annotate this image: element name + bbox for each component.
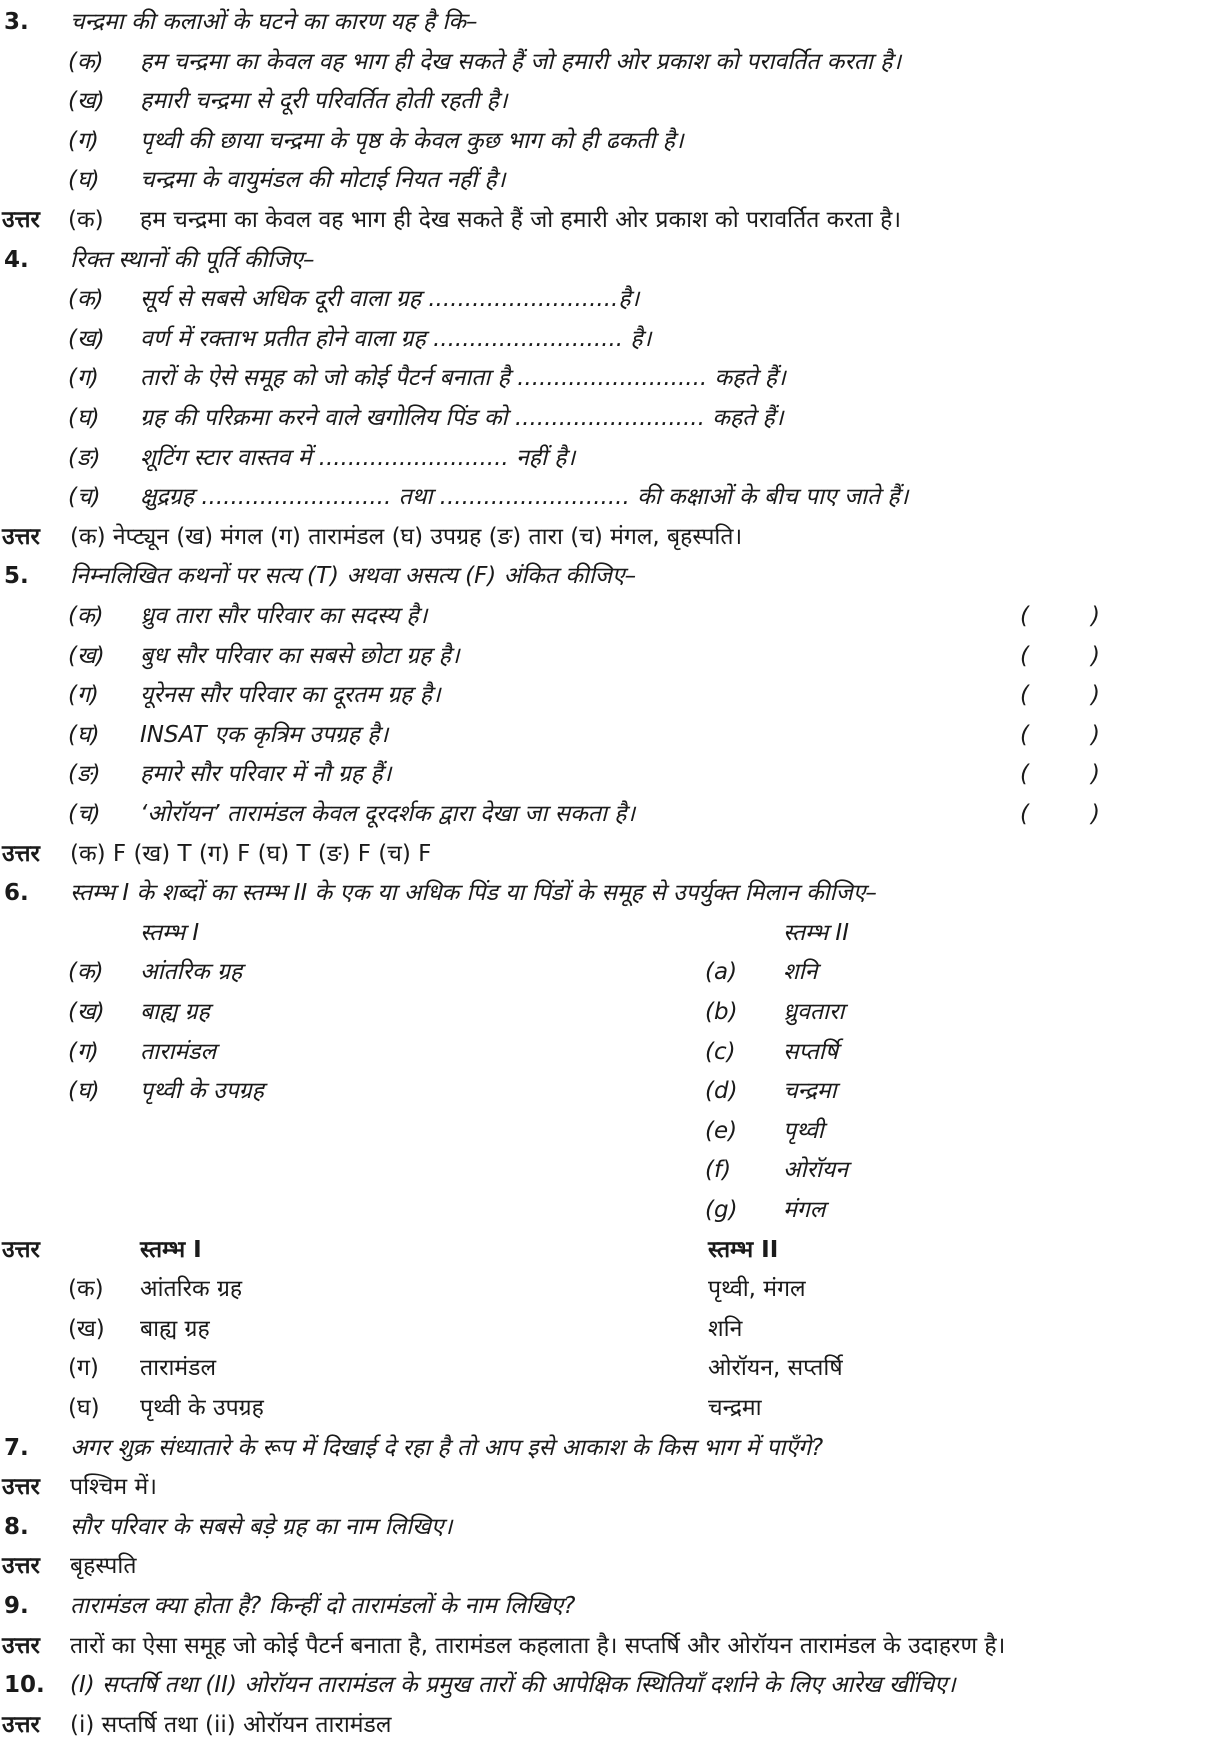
answer-line [0,1546,1213,1586]
true-false-blank [1020,754,1100,794]
list-item [0,913,1213,953]
item-label: (घ) [68,167,100,194]
column2-answer: स्तम्भ II [708,1236,779,1263]
column2-label: (g) [705,1197,738,1223]
question-line [0,1586,1213,1626]
list-item [0,754,1213,794]
item-label: (घ) [68,1078,100,1105]
item-number: 5. [4,563,29,590]
item-label: (ख) [68,88,105,115]
item-text: स्तम्भ I [140,1236,202,1263]
item-text: सौर परिवार के सबसे बड़े ग्रह का नाम लिखिए। [70,1513,453,1540]
item-text: (I) सप्तर्षि तथा (II) ओरॉयन तारामंडल के प्रमुख तारों की आपेक्षिक स्थितियाँ दर्शाने के लिए आरेख खींचिए। [70,1672,956,1699]
paren-open: ( [1020,801,1029,827]
item-label: (ख) [68,325,105,352]
item-text: बाह्य ग्रह [140,1315,210,1342]
question-line [0,240,1213,280]
question-line [0,1428,1213,1468]
item-label: (क) [68,959,104,986]
column2-text: पृथ्वी [783,1117,824,1144]
item-label: (क) [68,1276,104,1303]
item-text: तारामंडल क्या होता है? किन्हीं दो तारामंडलों के नाम लिखिए? [70,1593,576,1619]
item-number: उत्तर [2,1711,40,1738]
column2-answer: पृथ्वी, मंगल [708,1276,806,1303]
list-item [0,636,1213,676]
column2-label: (b) [705,999,738,1025]
item-text: क्षुद्रग्रह .......................... तथा .......................... की कक्षाओं के बीच पाए जाते हैं। [140,484,909,511]
item-number: 6. [4,880,29,907]
list-item [0,1388,1213,1428]
item-text: (i) सप्तर्षि तथा (ii) ओरॉयन तारामंडल [70,1711,392,1738]
list-item [0,1309,1213,1349]
column2-label: (e) [705,1117,738,1144]
item-number: 7. [4,1434,29,1461]
paren-close: ) [1091,642,1100,669]
answer-line [0,834,1213,874]
column2-text: मंगल [783,1197,826,1223]
item-number: 4. [4,246,29,273]
true-false-blank [1020,715,1100,755]
item-text: स्तम्भ I के शब्दों का स्तम्भ II के एक या अधिक पिंड या पिंडों के समूह से उपर्युक्त मिलान कीजिए– [70,880,877,907]
list-item [0,1111,1213,1151]
item-text: यूरेनस सौर परिवार का दूरतम ग्रह है। [140,682,441,709]
paren-open: ( [1020,603,1029,629]
item-text: पृथ्वी के उपग्रह [140,1395,264,1421]
paren-close: ) [1091,801,1100,827]
item-text: बृहस्पति [70,1553,137,1580]
list-item [0,952,1213,992]
list-item [0,1032,1213,1072]
item-label: (च) [68,801,101,827]
list-item [0,1269,1213,1309]
list-item [0,992,1213,1032]
column2-label: (f) [705,1157,732,1184]
item-number: उत्तर [2,840,40,867]
answer-line [0,1230,1213,1270]
question-line [0,1665,1213,1705]
column2-answer: चन्द्रमा [708,1395,762,1421]
item-label: (ग) [68,365,99,392]
item-label: (च) [68,484,101,511]
item-label: (क) [68,207,104,233]
item-text: तारामंडल [140,1355,217,1382]
answer-line [0,1467,1213,1507]
list-item [0,438,1213,478]
item-text: INSAT एक कृत्रिम उपग्रह है। [140,721,389,748]
true-false-blank [1020,636,1100,676]
item-text: सूर्य से सबसे अधिक दूरी वाला ग्रह ..........................है। [140,286,640,313]
item-number: 3. [4,9,29,35]
item-text: आंतरिक ग्रह [140,1276,243,1303]
item-number: उत्तर [2,523,40,550]
item-label: (ख) [68,1315,105,1342]
list-item [0,1190,1213,1230]
question-line [0,2,1213,42]
item-text: चन्द्रमा की कलाओं के घटने का कारण यह है कि– [70,9,478,35]
paren-close: ) [1091,603,1100,629]
item-text: ध्रुव तारा सौर परिवार का सदस्य है। [140,603,428,629]
answer-line [0,1626,1213,1666]
column2-text: शनि [783,959,818,986]
column2-text: स्तम्भ II [783,919,850,946]
item-label: (ग) [68,1038,99,1065]
question-line [0,1507,1213,1547]
answer-line [0,517,1213,557]
item-label: (ग) [68,127,99,154]
item-text: स्तम्भ I [140,919,200,946]
item-text: वर्ण में रक्ताभ प्रतीत होने वाला ग्रह .......................... है। [140,325,652,352]
answer-line [0,1705,1213,1745]
list-item [0,1150,1213,1190]
item-text: पृथ्वी के उपग्रह [140,1078,264,1105]
list-item [0,81,1213,121]
column2-label: (a) [705,959,738,986]
list-item [0,1348,1213,1388]
item-text: हमारे सौर परिवार में नौ ग्रह हैं। [140,761,392,788]
item-number: उत्तर [2,1236,40,1263]
item-text: रिक्त स्थानों की पूर्ति कीजिए– [70,246,315,273]
column2-answer: शनि [708,1315,743,1342]
item-text: तारों के ऐसे समूह को जो कोई पैटर्न बनाता है .......................... कहते हैं। [140,365,786,392]
item-text: आंतरिक ग्रह [140,959,243,986]
item-number: उत्तर [2,1474,40,1501]
list-item [0,675,1213,715]
item-number: उत्तर [2,207,40,233]
item-text: हम चन्द्रमा का केवल वह भाग ही देख सकते हैं जो हमारी ओर प्रकाश को परावर्तित करता है। [140,207,902,233]
item-text: बाह्य ग्रह [140,999,210,1025]
item-text: अगर शुक्र संध्यातारे के रूप में दिखाई दे रहा है तो आप इसे आकाश के किस भाग में पाएँगे? [70,1434,824,1461]
list-item [0,398,1213,438]
item-text: हमारी चन्द्रमा से दूरी परिवर्तित होती रहती है। [140,88,508,115]
list-item [0,794,1213,834]
column2-label: (c) [705,1038,736,1065]
item-label: (क) [68,48,104,75]
item-number: 9. [4,1593,29,1619]
item-number: 10. [4,1672,45,1699]
item-label: (क) [68,603,104,629]
item-label: (घ) [68,405,100,431]
item-label: (क) [68,286,104,313]
item-number: 8. [4,1513,29,1540]
question-line [0,873,1213,913]
item-label: (ख) [68,642,105,669]
item-label: (घ) [68,721,100,748]
item-label: (ग) [68,1355,99,1382]
item-text: ‘ओरॉयन’ तारामंडल केवल दूरदर्शक द्वारा देखा जा सकता है। [140,801,636,827]
list-item [0,42,1213,82]
paren-open: ( [1020,721,1029,748]
true-false-blank [1020,596,1100,636]
item-text: पृथ्वी की छाया चन्द्रमा के पृष्ठ के केवल कुछ भाग को ही ढकती है। [140,127,684,154]
answer-line [0,200,1213,240]
column2-text: सप्तर्षि [783,1038,838,1065]
true-false-blank [1020,675,1100,715]
item-text: हम चन्द्रमा का केवल वह भाग ही देख सकते हैं जो हमारी ओर प्रकाश को परावर्तित करता है। [140,48,902,75]
list-item [0,1071,1213,1111]
item-number: उत्तर [2,1632,40,1659]
paren-open: ( [1020,682,1029,709]
question-line [0,556,1213,596]
item-text: (क) F (ख) T (ग) F (घ) T (ङ) F (च) F [70,840,432,867]
list-item [0,715,1213,755]
item-number: उत्तर [2,1553,40,1580]
item-text: शूटिंग स्टार वास्तव में .......................... नहीं है। [140,444,576,471]
true-false-blank [1020,794,1100,834]
item-text: (क) नेप्ट्यून (ख) मंगल (ग) तारामंडल (घ) उपग्रह (ङ) तारा (च) मंगल, बृहस्पति। [70,523,743,550]
paren-open: ( [1020,642,1029,669]
item-label: (ङ) [68,761,101,788]
item-label: (ख) [68,999,105,1025]
list-item [0,319,1213,359]
paren-close: ) [1091,721,1100,748]
list-item [0,160,1213,200]
item-text: तारों का ऐसा समूह जो कोई पैटर्न बनाता है, तारामंडल कहलाता है। सप्तर्षि और ओरॉयन तारामंडल के उदाहरण है। [70,1632,1006,1659]
item-label: (ग) [68,682,99,709]
paren-close: ) [1091,682,1100,709]
paren-close: ) [1091,761,1100,788]
item-text: तारामंडल [140,1038,217,1065]
list-item [0,279,1213,319]
item-text: चन्द्रमा के वायुमंडल की मोटाई नियत नहीं है। [140,167,506,194]
paren-open: ( [1020,761,1029,788]
list-item [0,477,1213,517]
column2-text: ध्रुवतारा [783,999,845,1025]
item-text: बुध सौर परिवार का सबसे छोटा ग्रह है। [140,642,460,669]
column2-text: चन्द्रमा [783,1078,837,1105]
item-text: ग्रह की परिक्रमा करने वाले खगोलिय पिंड को .......................... कहते हैं। [140,405,784,431]
item-text: पश्चिम में। [70,1474,157,1501]
item-text: निम्नलिखित कथनों पर सत्य (T) अथवा असत्य (F) अंकित कीजिए– [70,563,637,590]
list-item [0,121,1213,161]
item-label: (घ) [68,1395,100,1421]
item-label: (ङ) [68,444,101,471]
list-item [0,596,1213,636]
list-item [0,358,1213,398]
column2-label: (d) [705,1078,738,1105]
column2-text: ओरॉयन [783,1157,848,1184]
column2-answer: ओरॉयन, सप्तर्षि [708,1355,843,1382]
